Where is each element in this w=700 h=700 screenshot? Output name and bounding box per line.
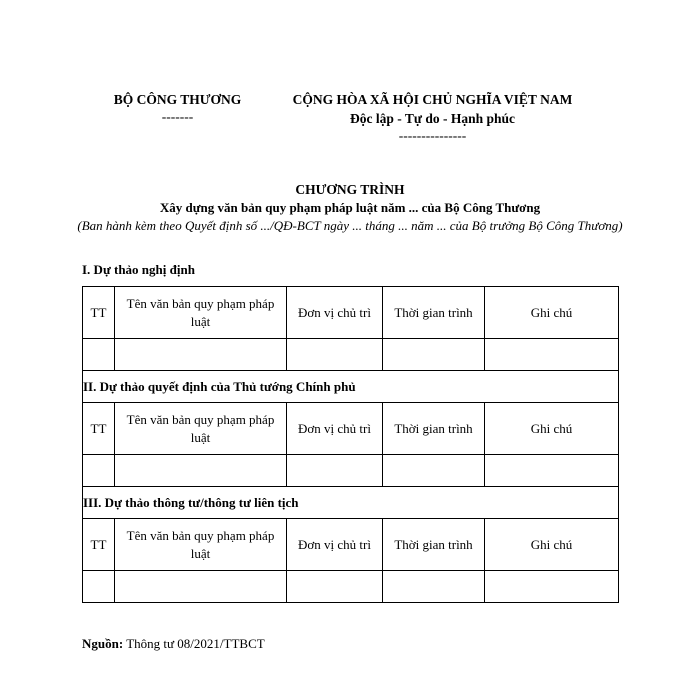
table-cell xyxy=(287,571,383,603)
table-cell xyxy=(83,455,115,487)
col-header-notes: Ghi chú xyxy=(485,519,619,571)
col-header-submission-time: Thời gian trình xyxy=(383,519,485,571)
ministry-name: BỘ CÔNG THƯƠNG xyxy=(113,92,242,107)
section-2-label: II. Dự thảo quyết định của Thủ tướng Chính phủ xyxy=(83,378,356,394)
document-title: CHƯƠNG TRÌNH xyxy=(295,182,405,197)
table-row xyxy=(83,455,619,487)
issuing-authority-block xyxy=(100,90,255,125)
table-row xyxy=(83,339,619,371)
col-header-tt: TT xyxy=(83,403,115,455)
col-header-tt: TT xyxy=(83,287,115,339)
col-header-document-name: Tên văn bản quy phạm pháp luật xyxy=(115,403,287,455)
col-header-document-name: Tên văn bản quy phạm pháp luật xyxy=(115,519,287,571)
col-header-tt: TT xyxy=(83,519,115,571)
section-2-title xyxy=(83,371,619,403)
source-line xyxy=(82,636,265,652)
col-header-lead-unit: Đơn vị chủ trì xyxy=(287,403,383,455)
col-header-lead-unit: Đơn vị chủ trì xyxy=(287,287,383,339)
table-cell xyxy=(287,339,383,371)
source-label: Nguồn: xyxy=(82,636,124,651)
table-cell xyxy=(115,571,287,603)
document-issuance-note: (Ban hành kèm theo Quyết định số .../QĐ-BCT ngày ... tháng ... năm ... của Bộ trưởng Bộ Công Thương) xyxy=(77,218,623,233)
table-cell xyxy=(383,339,485,371)
section-3-title xyxy=(83,487,619,519)
table-row xyxy=(83,571,619,603)
col-header-notes: Ghi chú xyxy=(485,403,619,455)
document-title-block xyxy=(75,181,625,235)
motto-underline: --------------- xyxy=(398,128,467,143)
ministry-underline: ------- xyxy=(161,109,194,124)
col-header-submission-time: Thời gian trình xyxy=(383,403,485,455)
table-cell xyxy=(485,455,619,487)
document-subtitle: Xây dựng văn bản quy phạm pháp luật năm ... của Bộ Công Thương xyxy=(159,200,541,215)
col-header-document-name: Tên văn bản quy phạm pháp luật xyxy=(115,287,287,339)
table-header-row xyxy=(83,403,619,455)
section-row xyxy=(83,371,619,403)
section-3-label: III. Dự thảo thông tư/thông tư liên tịch xyxy=(83,494,299,510)
table-cell xyxy=(287,455,383,487)
col-header-lead-unit: Đơn vị chủ trì xyxy=(287,519,383,571)
source-value: Thông tư 08/2021/TTBCT xyxy=(126,636,265,651)
col-header-notes: Ghi chú xyxy=(485,287,619,339)
col-header-submission-time: Thời gian trình xyxy=(383,287,485,339)
table-cell xyxy=(83,339,115,371)
table-header-row xyxy=(83,287,619,339)
country-name: CỘNG HÒA XÃ HỘI CHỦ NGHĨA VIỆT NAM xyxy=(292,92,573,107)
table-header-row xyxy=(83,519,619,571)
national-title-block xyxy=(280,90,585,144)
section-row xyxy=(83,487,619,519)
table-cell xyxy=(115,455,287,487)
table-cell xyxy=(485,571,619,603)
table-cell xyxy=(383,571,485,603)
program-table xyxy=(82,286,619,603)
table-cell xyxy=(485,339,619,371)
national-motto: Độc lập - Tự do - Hạnh phúc xyxy=(349,111,516,126)
table-cell xyxy=(83,571,115,603)
table-cell xyxy=(383,455,485,487)
table-cell xyxy=(115,339,287,371)
section-1-title: I. Dự thảo nghị định xyxy=(82,262,195,277)
